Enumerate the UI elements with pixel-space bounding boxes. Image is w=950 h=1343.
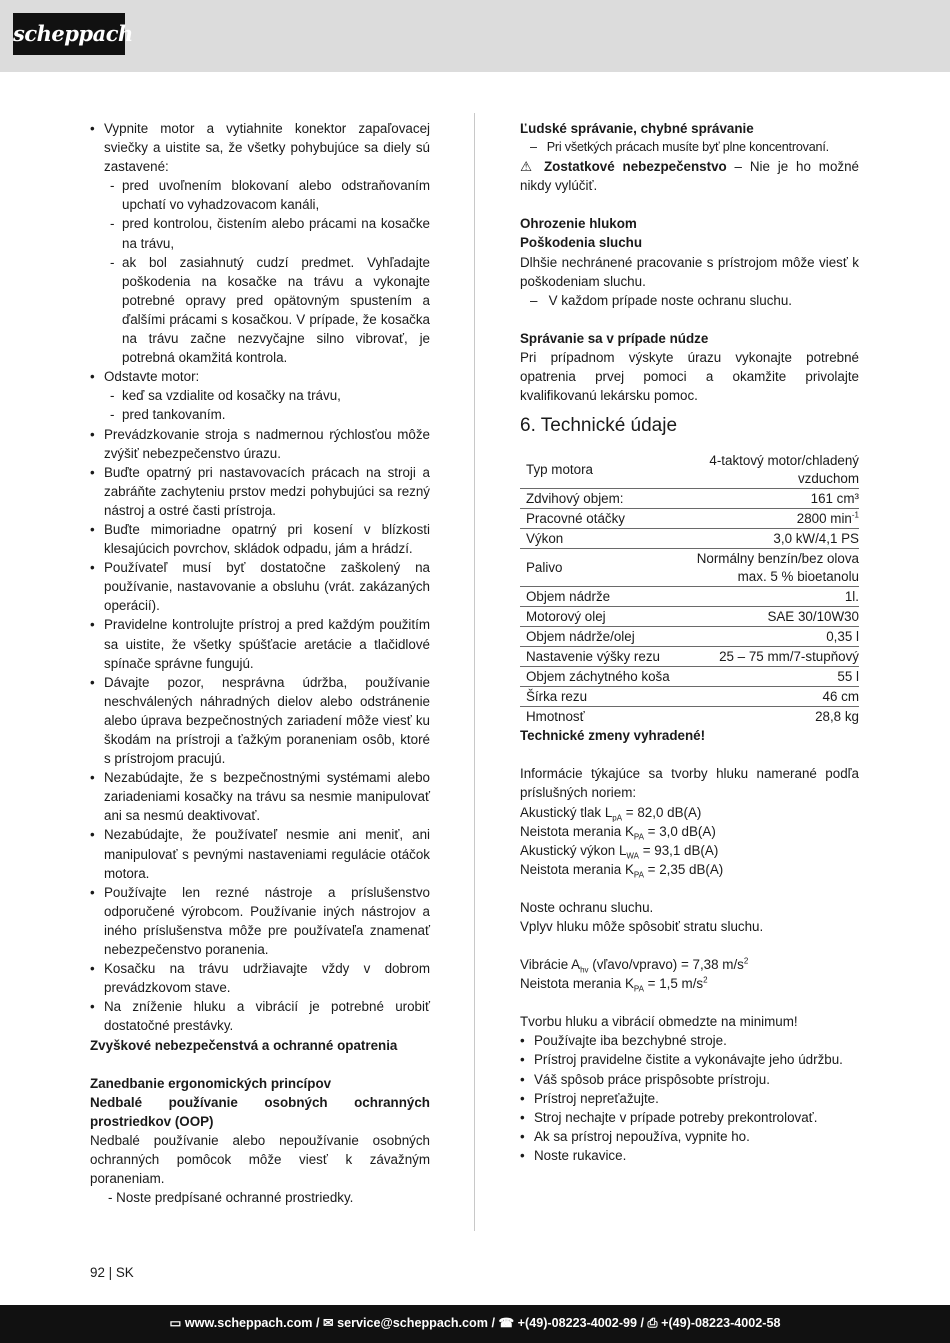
acoustic-line (520, 860, 859, 879)
spec-key: Objem záchytného koša (520, 667, 682, 687)
hearing-loss-text: Vplyv hluku môže spôsobiť stratu sluchu. (520, 918, 764, 934)
ppe-text: Nedbalé používanie alebo nepoužívanie osobných ochranných pomôcok môže viesť k závažným poraneniam. (90, 1132, 430, 1187)
acoustic-label: Akustický tlak L (520, 804, 613, 820)
list-item: • Nezabúdajte, že s bezpečnostnými systémami alebo zariadeniami kosačky na trávu sa nesmie manipulovať ani sa nesmú deaktivovať. (90, 768, 430, 825)
list-item (90, 367, 430, 424)
list-item: - ak bol zasiahnutý cudzí predmet. Vyhľadajte poškodenia na kosačke na trávu a vykonajte potrebné opravy pred opätovným spustením a ďalšími prácami s kosačkou. V prípade, že kosačka na trávu začne nezvyčajne silno vibrovať, je potrebná okamžitá kontrola. (108, 253, 430, 368)
footer-fax: +(49)-08223-4002-58 (661, 1316, 781, 1330)
acoustic-label: Akustický výkon L (520, 842, 627, 858)
vibration-value: (vľavo/vpravo) = 7,38 m/s (588, 957, 744, 973)
footer-phone: +(49)-08223-4002-99 (517, 1316, 638, 1330)
table-row (520, 451, 859, 489)
acoustic-subscript: PA (633, 870, 644, 880)
table-row (520, 687, 859, 707)
hearing-protection-text: Noste ochranu sluchu. (520, 899, 654, 915)
ppe-dash-item: - Noste predpísané ochranné prostriedky. (108, 1190, 354, 1206)
residual-label: Zostatkové nebezpečenstvo (543, 159, 727, 175)
dash-list (108, 386, 430, 424)
dash-text: Pri všetkých prácach musíte byť plne koncentrovaní. (546, 140, 829, 155)
mail-icon: ✉ (323, 1316, 334, 1330)
warning-triangle-icon: ⚠ (520, 159, 537, 175)
page-footer: ▭ www.scheppach.com / ✉ service@scheppach.com / ☎ +(49)-08223-4002-99 / ⎙ +(49)-08223-4002-58 (0, 1305, 950, 1343)
list-item: • Používateľ musí byť dostatočne zaškolený na používanie, nastavovanie a obsluhu (vrát. zakázaných operácií). (90, 558, 430, 615)
list-item: • Používajte len rezné nástroje a príslušenstvo odporučené výrobcom. Používanie iných nástrojov a iného príslušenstva môže pre používateľa znamenať nebezpečenstvo poranenia. (90, 883, 430, 959)
list-item: • Pravidelne kontrolujte prístroj a pred každým použitím sa uistite, že všetky spúšťacie aretácie a tlačidlové spínače správne fungujú. (90, 615, 430, 672)
table-row (520, 607, 859, 627)
list-item: • Stroj nechajte v prípade potreby prekontrolovať. (520, 1108, 859, 1127)
noise-dash-item: – V každom prípade noste ochranu sluchu. (530, 292, 793, 308)
spec-value: 0,35 l (682, 627, 859, 647)
footer-mail: service@scheppach.com (337, 1316, 488, 1330)
spec-value (682, 509, 859, 529)
spec-value: 25 – 75 mm/7-stupňový (682, 647, 859, 667)
spec-value: 4-taktový motor/chladený vzduchom (682, 451, 859, 489)
list-item: • Buďte opatrný pri nastavovacích prácach na stroji a zabráňte zachyteniu prstov medzi pohybujúci sa rezný nástroj a ostré časti prístroja. (90, 463, 430, 520)
page-number-value: 92 (90, 1265, 105, 1280)
noise-info-text: Informácie týkajúce sa tvorby hluku namerané podľa príslušných noriem: (520, 766, 859, 801)
vibration-line (520, 974, 859, 993)
list-item: • Buďte mimoriadne opatrný pri kosení v blízkosti klesajúcich povrchov, skládok odpadu, jám a hrádzí. (90, 520, 430, 558)
list-item: - pred tankovaním. (108, 405, 430, 424)
list-item: • Používajte iba bezchybné stroje. (520, 1031, 859, 1050)
table-row (520, 489, 859, 509)
spec-value: 46 cm (682, 687, 859, 707)
spec-value: 28,8 kg (815, 709, 859, 725)
spec-value: SAE 30/10W30 (682, 607, 859, 627)
bullet-text: Vypnite motor a vytiahnite konektor zapaľovacej sviečky a uistite sa, že všetky pohybujúce sa diely sú zastavené: (104, 121, 430, 175)
tips-list (520, 1031, 859, 1165)
list-item: - keď sa vzdialite od kosačky na trávu, (108, 386, 430, 405)
acoustic-value: = 2,35 dB(A) (643, 861, 724, 877)
vibration-subscript: hv (580, 965, 589, 975)
table-row (520, 549, 859, 587)
page-language: SK (115, 1265, 134, 1280)
table-row (520, 647, 859, 667)
fax-icon: ⎙ (647, 1316, 658, 1330)
list-item: - pred uvoľnením blokovaní alebo odstraňovaním upchatí vo vyhadzovacom kanáli, (108, 176, 430, 214)
list-item: • Prístroj pravidelne čistite a vykonávajte jeho údržbu. (520, 1050, 859, 1069)
list-item: • Noste rukavice. (520, 1146, 859, 1165)
table-row (520, 529, 859, 549)
dash-list (108, 176, 430, 367)
column-divider (474, 113, 475, 1231)
ppe-heading: Nedbalé používanie osobných ochranných prostriedkov (OOP) (90, 1094, 430, 1129)
table-row (520, 627, 859, 647)
residual-danger-line (520, 157, 859, 195)
residual-risks-heading: Zvyškové nebezpečenstvá a ochranné opatrenia (90, 1037, 398, 1053)
left-column (90, 119, 430, 1207)
spec-key: Hmotnosť (526, 709, 585, 725)
vibration-subscript: PA (633, 984, 644, 994)
acoustic-line (520, 822, 859, 841)
acoustic-value: = 3,0 dB(A) (643, 823, 716, 839)
spec-key: Objem nádrže (520, 587, 682, 607)
acoustic-label: Neistota merania K (520, 823, 634, 839)
spec-value-text: 2800 min (796, 511, 852, 527)
vibration-superscript: 2 (703, 975, 708, 985)
acoustic-value: = 93,1 dB(A) (639, 842, 719, 858)
computer-icon: ▭ (169, 1316, 182, 1330)
bullet-text: Odstavte motor: (104, 369, 200, 385)
spec-value: Normálny benzín/bez olova max. 5 % bioetanolu (682, 549, 859, 587)
spec-key: Palivo (520, 549, 682, 587)
spec-key: Motorový olej (520, 607, 682, 627)
spec-key: Nastavenie výšky rezu (520, 647, 682, 667)
list-item: • Ak sa prístroj nepoužíva, vypnite ho. (520, 1127, 859, 1146)
spec-key: Pracovné otáčky (520, 509, 682, 529)
spec-key: Objem nádrže/olej (520, 627, 682, 647)
spec-key: Typ motora (520, 451, 682, 489)
noise-text: Dlhšie nechránené pracovanie s prístrojom môže viesť k poškodeniam sluchu. (520, 254, 859, 289)
footer-web: www.scheppach.com (184, 1316, 313, 1330)
list-item: • Prevádzkovanie stroja s nadmernou rýchlosťou môže zvýšiť nebezpečenstvo úrazu. (90, 425, 430, 463)
technical-changes-note: Technické zmeny vyhradené! (520, 728, 706, 744)
table-row (520, 667, 859, 687)
list-item (90, 119, 430, 367)
page-header (0, 0, 950, 72)
vibration-line (520, 955, 859, 974)
list-item: • Dávajte pozor, nesprávna údržba, používanie neschválených náhradných dielov alebo odstránenie alebo úprava bezpečnostných zariadení môže viesť ku škodám na prístroji a ťažkým poraneniam osôb, ktoré s prístrojom pracujú. (90, 673, 430, 768)
page-number: 92 | SK (90, 1265, 134, 1280)
spec-value: 55 l (682, 667, 859, 687)
vibration-label: Neistota merania K (520, 976, 634, 992)
table-row (520, 707, 859, 727)
spec-value: 1l. (682, 587, 859, 607)
hearing-damage-heading: Poškodenia sluchu (520, 235, 643, 251)
table-row (520, 509, 859, 529)
list-item: • Nezabúdajte, že používateľ nesmie ani meniť, ani manipulovať s pevnými nastaveniami regulácie otáčok motora. (90, 825, 430, 882)
scheppach-logo: scheppach (13, 13, 125, 55)
spec-value: 3,0 kW/4,1 PS (682, 529, 859, 549)
acoustic-value: = 82,0 dB(A) (622, 804, 702, 820)
emergency-heading: Správanie sa v prípade núdze (520, 330, 709, 346)
emergency-text: Pri prípadnom výskyte úrazu vykonajte potrebné opatrenia prvej pomoci a okamžite privolajte kvalifikovanú lekársku pomoc. (520, 349, 859, 404)
right-column (520, 119, 859, 1165)
acoustic-subscript: pA (612, 813, 623, 823)
acoustic-line (520, 803, 859, 822)
acoustic-subscript: WA (626, 851, 640, 861)
acoustic-line (520, 841, 859, 860)
vibration-value: = 1,5 m/s (643, 976, 704, 992)
acoustic-subscript: PA (633, 832, 644, 842)
spec-key: Výkon (520, 529, 682, 549)
spec-key: Šírka rezu (520, 687, 682, 707)
dash-text: V každom prípade noste ochranu sluchu. (548, 292, 793, 308)
safety-bullet-list (90, 119, 430, 1036)
list-item: - pred kontrolou, čistením alebo prácami na kosačke na trávu, (108, 214, 430, 252)
list-item: • Na zníženie hluku a vibrácií je potrebné urobiť dostatočné prestávky. (90, 997, 430, 1035)
acoustic-label: Neistota merania K (520, 861, 634, 877)
ergonomics-heading: Zanedbanie ergonomických princípov (90, 1075, 332, 1091)
spec-superscript: -1 (851, 510, 859, 520)
noise-heading: Ohrozenie hlukom (520, 216, 637, 232)
list-item: • Kosačku na trávu udržiavajte vždy v dobrom prevádzkovom stave. (90, 959, 430, 997)
section-title: 6. Technické údaje (520, 415, 678, 437)
spec-value: 161 cm³ (682, 489, 859, 509)
spec-table (520, 451, 859, 726)
human-behaviour-heading: Ľudské správanie, chybné správanie (520, 121, 754, 136)
residual-text: – Nie je ho možné nikdy vylúčiť. (520, 159, 859, 194)
spec-key: Zdvihový objem: (520, 489, 682, 509)
list-item: • Váš spôsob práce prispôsobte prístroju. (520, 1070, 859, 1089)
vibration-superscript: 2 (743, 956, 749, 966)
list-item: • Prístroj nepreťažujte. (520, 1089, 859, 1108)
minimize-text: Tvorbu hluku a vibrácií obmedzte na minimum! (520, 1014, 798, 1030)
vibration-label: Vibrácie A (520, 957, 581, 973)
table-row (520, 587, 859, 607)
phone-icon: ☎ (498, 1316, 515, 1330)
human-dash-item: – Pri všetkých prácach musíte byť plne koncentrovaní. (530, 140, 829, 155)
